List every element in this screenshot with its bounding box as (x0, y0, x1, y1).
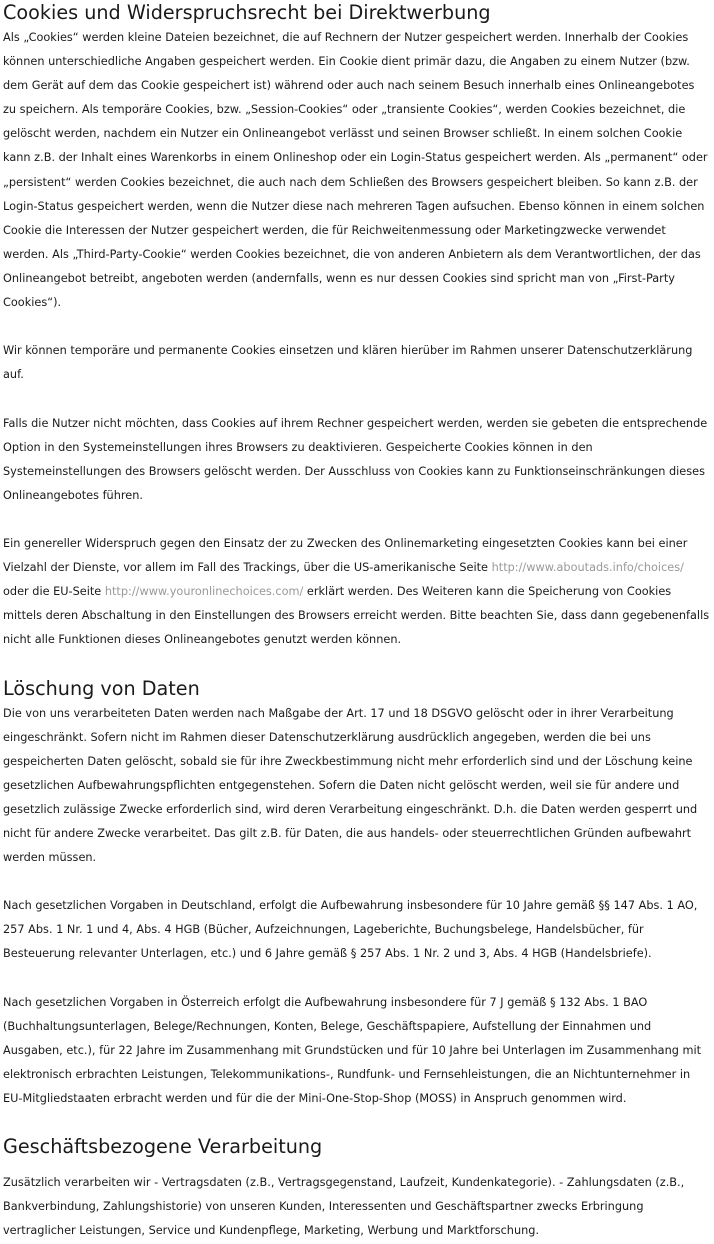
heading-business-processing: Geschäftsbezogene Verarbeitung (3, 1135, 323, 1159)
paragraph-deletion-general: Die von uns verarbeiteten Daten werden nach Maßgabe der Art. 17 und 18 DSGVO gelöscht oder in ihrer Verarbeitung eingeschränkt. Sofern nicht im Rahmen dieser Datenschutzerklärung ausdrücklich angegeben, werden die bei uns gespeicherten Daten gelöscht, sobald sie für ihre Zweckbestimmung nicht mehr erforderlich sind und der Löschung keine gesetzlichen Aufbewahrungspflichten entgegenstehen. Sofern die Daten nicht gelöscht werden, weil sie für andere und gesetzlich zulässige Zwecke erforderlich sind, wird deren Verarbeitung eingeschränkt. D.h. die Daten werden gesperrt und nicht für andere Zwecke verarbeitet. Das gilt z.B. für Daten, die aus handels- oder steuerrechtlichen Gründen aufbewahrt werden müssen. (3, 706, 698, 865)
optout-text-1: Ein genereller Widerspruch gegen den Einsatz der zu Zwecken des Onlinemarketing eingesetzten Cookies kann bei einer Vielzahl der Dienste, vor allem im Fall des Trackings, über die US-amerikanische Seite (3, 536, 688, 575)
paragraph-cookies-optout (3, 532, 711, 652)
optout-text-3: erklärt werden. Des Weiteren kann die Speicherung von Cookies mittels deren Abschaltung in den Einstellungen des Browsers erreicht werden. Bitte beachten Sie, dass dann gegebenenfalls nicht alle Funktionen dieses Onlineangebotes genutzt werden können. (3, 585, 710, 647)
heading-cookies: Cookies und Widerspruchsrecht bei Direktwerbung (3, 1, 491, 24)
paragraph-deletion-germany: Nach gesetzlichen Vorgaben in Deutschland, erfolgt die Aufbewahrung insbesondere für 10 Jahre gemäß §§ 147 Abs. 1 AO, 257 Abs. 1 Nr. 1 und 4, Abs. 4 HGB (Bücher, Aufzeichnungen, Lageberichte, Buchungsbelege, Handelsbücher, für Besteuerung relevanter Unterlagen, etc.) und 6 Jahre gemäß § 257 Abs. 1 Nr. 2 und 3, Abs. 4 HGB (Handelsbriefe). (3, 899, 698, 961)
link-aboutads[interactable]: http://www.aboutads.info/choices/ (491, 561, 684, 575)
heading-deletion: Löschung von Daten (3, 676, 200, 700)
optout-text-2: oder die EU-Seite (3, 585, 105, 599)
paragraph-cookies-definition: Als „Cookies“ werden kleine Dateien bezeichnet, die auf Rechnern der Nutzer gespeichert werden. Innerhalb der Cookies können unterschiedliche Angaben gespeichert werden. Ein Cookie dient primär dazu, die Angaben zu einem Nutzer (bzw. dem Gerät auf dem das Cookie gespeichert ist) während oder auch nach seinem Besuch innerhalb eines Onlineangebotes zu speichern. Als temporäre Cookies, bzw. „Session-Cookies“ oder „transiente Cookies“, werden Cookies bezeichnet, die gelöscht werden, nachdem ein Nutzer ein Onlineangebot verlässt und seinen Browser schließt. In einem solchen Cookie kann z.B. der Inhalt eines Warenkorbs in einem Onlineshop oder ein Login-Status gespeichert werden. Als „permanent“ oder „persistent“ werden Cookies bezeichnet, die auch nach dem Schließen des Browsers gespeichert bleiben. So kann z.B. der Login-Status gespeichert werden, wenn die Nutzer diese nach mehreren Tagen aufsuchen. Ebenso können in einem solchen Cookie die Interessen der Nutzer gespeichert werden, die für Reichweitenmessung oder Marketingzwecke verwendet werden. Als „Third-Party-Cookie“ werden Cookies bezeichnet, die von anderen Anbietern als dem Verantwortlichen, der das Onlineangebot betreibt, angeboten werden (andernfalls, wenn es nur dessen Cookies sind spricht man von „First-Party Cookies“). (3, 31, 708, 310)
link-youronlinechoices[interactable]: http://www.youronlinechoices.com/ (104, 585, 304, 599)
paragraph-cookies-usage: Wir können temporäre und permanente Cookies einsetzen und klären hierüber im Rahmen unserer Datenschutzerklärung auf. (3, 344, 693, 382)
paragraph-deletion-austria: Nach gesetzlichen Vorgaben in Österreich erfolgt die Aufbewahrung insbesondere für 7 J gemäß § 132 Abs. 1 BAO (Buchhaltungsunterlagen, Belege/Rechnungen, Konten, Belege, Geschäftspapiere, Aufstellung der Einnahmen und Ausgaben, etc.), für 22 Jahre im Zusammenhang mit Grundstücken und für 10 Jahre bei Unterlagen im Zusammenhang mit elektronisch erbrachten Leistungen, Telekommunikations-, Rundfunk- und Fernsehleistungen, die an Nichtunternehmer in EU-Mitgliedstaaten erbracht werden und für die der Mini-One-Stop-Shop (MOSS) in Anspruch genommen wird. (3, 995, 702, 1106)
privacy-policy-content (0, 1, 714, 1244)
paragraph-business-processing: Zusätzlich verarbeiten wir - Vertragsdaten (z.B., Vertragsgegenstand, Laufzeit, Kundenkategorie). - Zahlungsdaten (z.B., Bankverbindung, Zahlungshistorie) von unseren Kunden, Interessenten und Geschäftspartner zwecks Erbringung vertraglicher Leistungen, Service und Kundenpflege, Marketing, Werbung und Marktforschung. (3, 1176, 685, 1238)
paragraph-cookies-disable: Falls die Nutzer nicht möchten, dass Cookies auf ihrem Rechner gespeichert werden, werden sie gebeten die entsprechende Option in den Systemeinstellungen ihres Browsers zu deaktivieren. Gespeicherte Cookies können in den Systemeinstellungen des Browsers gelöscht werden. Der Ausschluss von Cookies kann zu Funktionseinschränkungen dieses Onlineangebotes führen. (3, 416, 708, 502)
